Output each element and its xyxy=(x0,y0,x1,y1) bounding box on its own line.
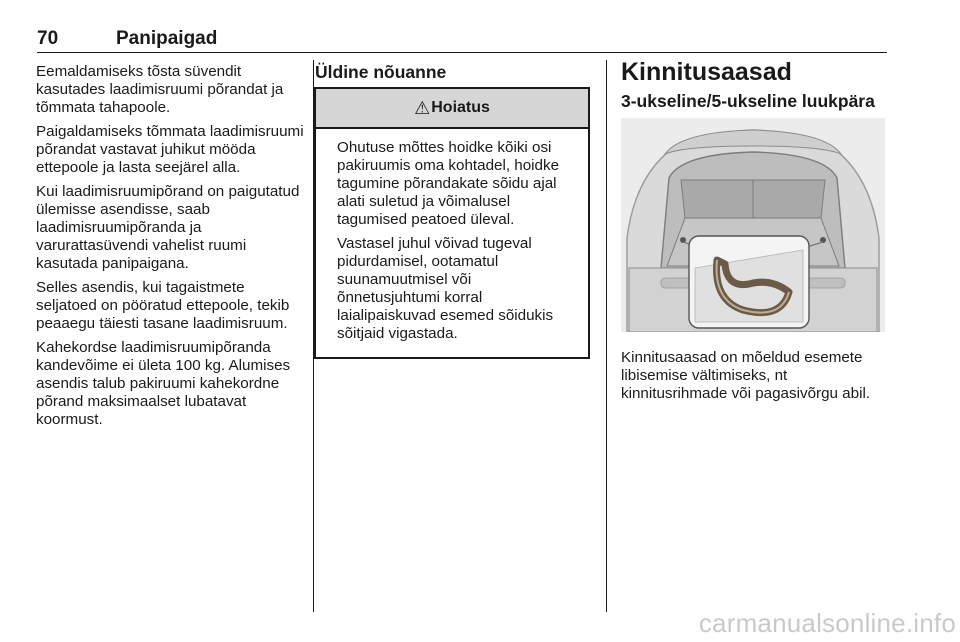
warning-label: Hoiatus xyxy=(431,99,490,116)
warning-paragraph: Ohutuse mõttes hoidke kõiki osi pakiruumis oma kohtadel, hoidke tagumine põrandakate sõidu ajal alati suletud ja võimalusel tagumised peatoed üleval. xyxy=(337,139,560,228)
column-1 xyxy=(36,63,304,435)
paragraph: Kinnitusaasad on mõeldud esemete libisemise vältimiseks, nt kinnitusrihmade või pagasivõrgu abil. xyxy=(621,349,871,402)
paragraph: Paigaldamiseks tõmmata laadimisruumi põrandat vastavat juhikut mööda ettepoole ja lasta seejärel alla. xyxy=(36,123,304,176)
warning-box xyxy=(314,87,590,359)
paragraph: Kui laadimisruumipõrand on paigutatud ülemisse asendisse, saab laadimisruumipõranda ja varurattasüvendi vahelist ruumi kasutada panipaigana. xyxy=(36,183,300,272)
paragraph: Eemaldamiseks tõsta süvendit kasutades laadimisruumi põrandat ja tõmmata tahapoole. xyxy=(36,63,284,116)
section-heading: Kinnitusaasad xyxy=(621,58,792,86)
column-divider-2 xyxy=(606,60,607,612)
column-2 xyxy=(314,63,590,359)
warning-header xyxy=(316,89,588,129)
section-title: Üldine nõuanne xyxy=(315,62,447,82)
warning-paragraph: Vastasel juhul võivad tugeval pidurdamisel, ootamatul suunamuutmisel või õnnetusjuhtumi korral laialipaiskuvad esemed sõidukis sõitjaid vigastada. xyxy=(337,235,554,342)
page-header xyxy=(37,26,887,53)
chapter-title: Panipaigad xyxy=(116,28,218,49)
paragraph: Selles asendis, kui tagaistmete seljatoed on pööratud ettepoole, tekib peaaegu täiesti tasane laadimisruum. xyxy=(36,279,290,332)
section-subheading: 3-ukseline/5-ukseline luukpära xyxy=(621,91,875,111)
watermark: carmanualsonline.info xyxy=(698,608,956,638)
warning-body xyxy=(316,129,588,357)
page-number: 70 xyxy=(37,28,59,49)
cargo-lashing-eye-illustration xyxy=(621,118,885,332)
column-3 xyxy=(621,58,891,409)
warning-triangle-icon: ⚠ xyxy=(414,98,431,118)
paragraph: Kahekordse laadimisruumipõranda kandevõime ei ületa 100 kg. Alumises asendis talub pakiruumi kahekordne põrand maksimaalset lubatavat koormust. xyxy=(36,339,291,428)
